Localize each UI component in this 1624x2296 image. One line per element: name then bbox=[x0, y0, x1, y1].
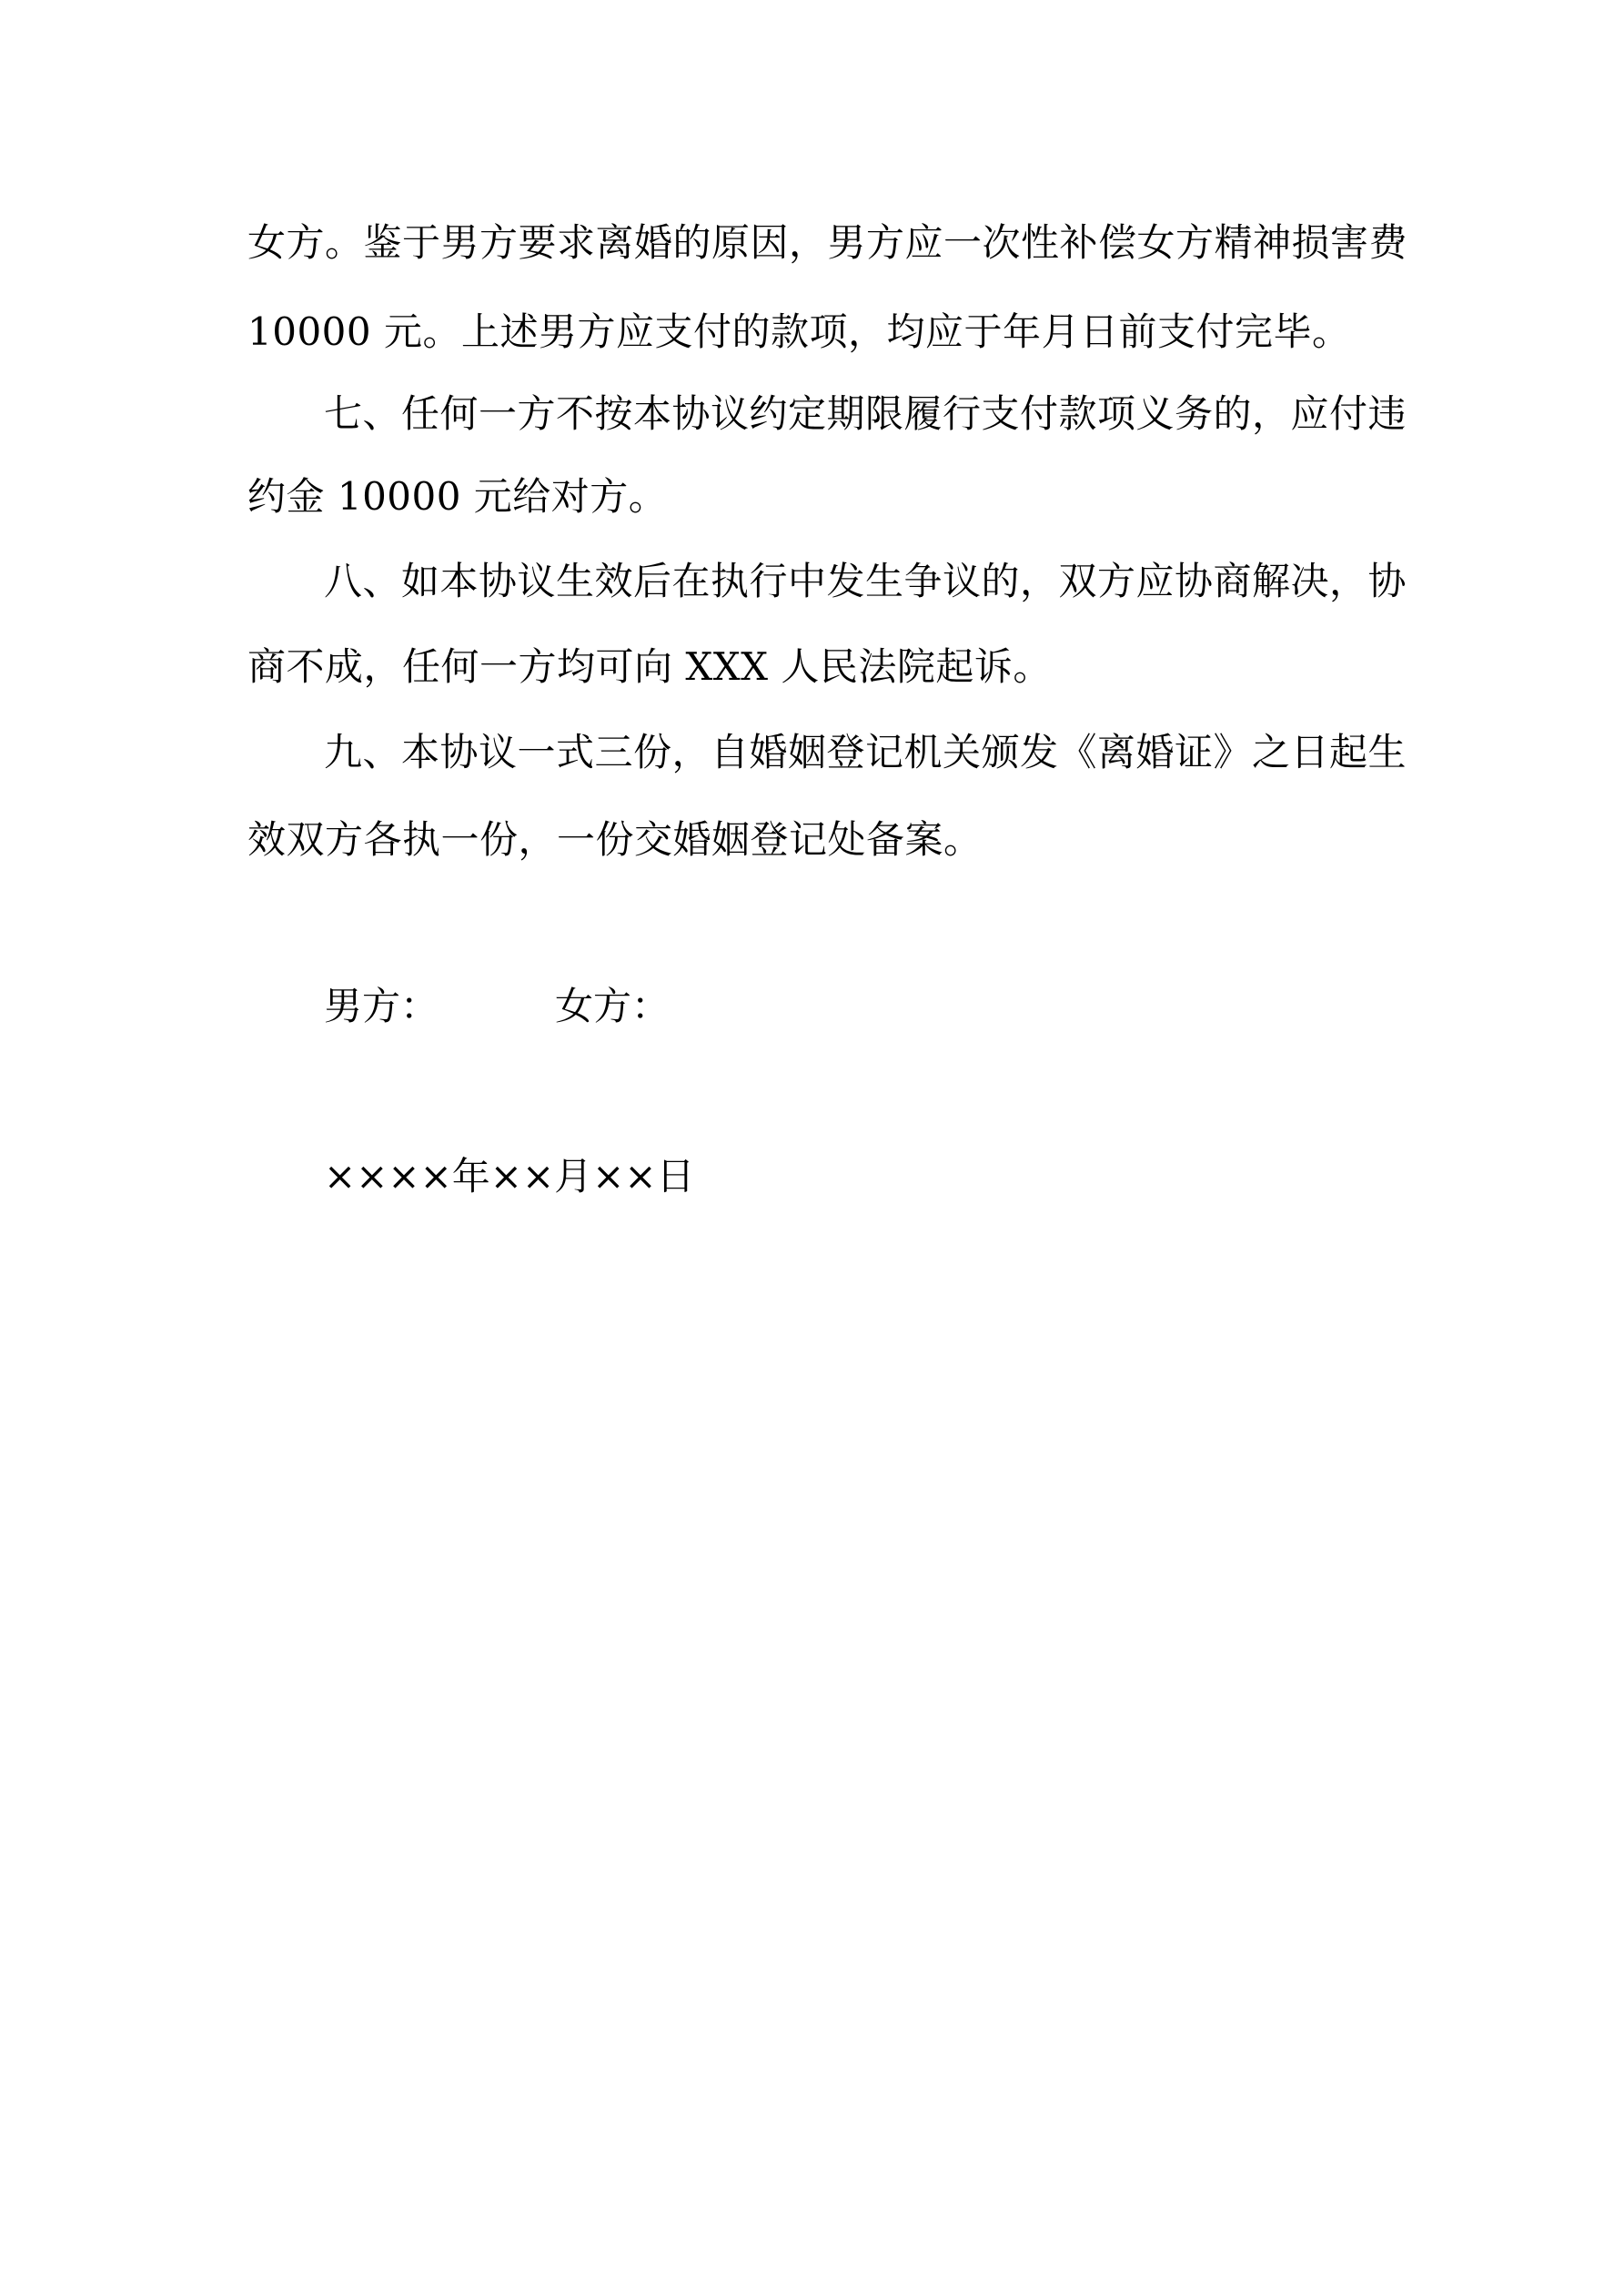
paragraph-8-line-2: 商不成，任何一方均可向 XXX 人民法院起诉。 bbox=[247, 644, 1052, 689]
paragraph-9-line-2: 效双方各执一份，一份交婚姻登记处备案。 bbox=[247, 817, 983, 862]
paragraph-8-line-1: 八、如本协议生效后在执行中发生争议的，双方应协商解决，协 bbox=[324, 559, 1407, 603]
male-signature-label: 男方： bbox=[324, 984, 439, 1028]
paragraph-7-line-2: 约金 10000 元给对方。 bbox=[247, 474, 668, 519]
paragraph-6-line-1: 女方。鉴于男方要求离婚的原因，男方应一次性补偿女方精神损害费 bbox=[247, 220, 1408, 265]
paragraph-9-line-1: 九、本协议一式三份，自婚姻登记机关颁发《离婚证》之日起生 bbox=[324, 730, 1407, 774]
female-signature-label: 女方： bbox=[555, 984, 671, 1028]
agreement-date: ××××年××月××日 bbox=[324, 1154, 695, 1199]
paragraph-7-line-1: 七、任何一方不按本协议约定期限履行支付款项义务的，应付违 bbox=[324, 391, 1407, 436]
paragraph-6-line-2: 10000 元。上述男方应支付的款项，均应于年月日前支付完毕。 bbox=[247, 309, 1351, 354]
